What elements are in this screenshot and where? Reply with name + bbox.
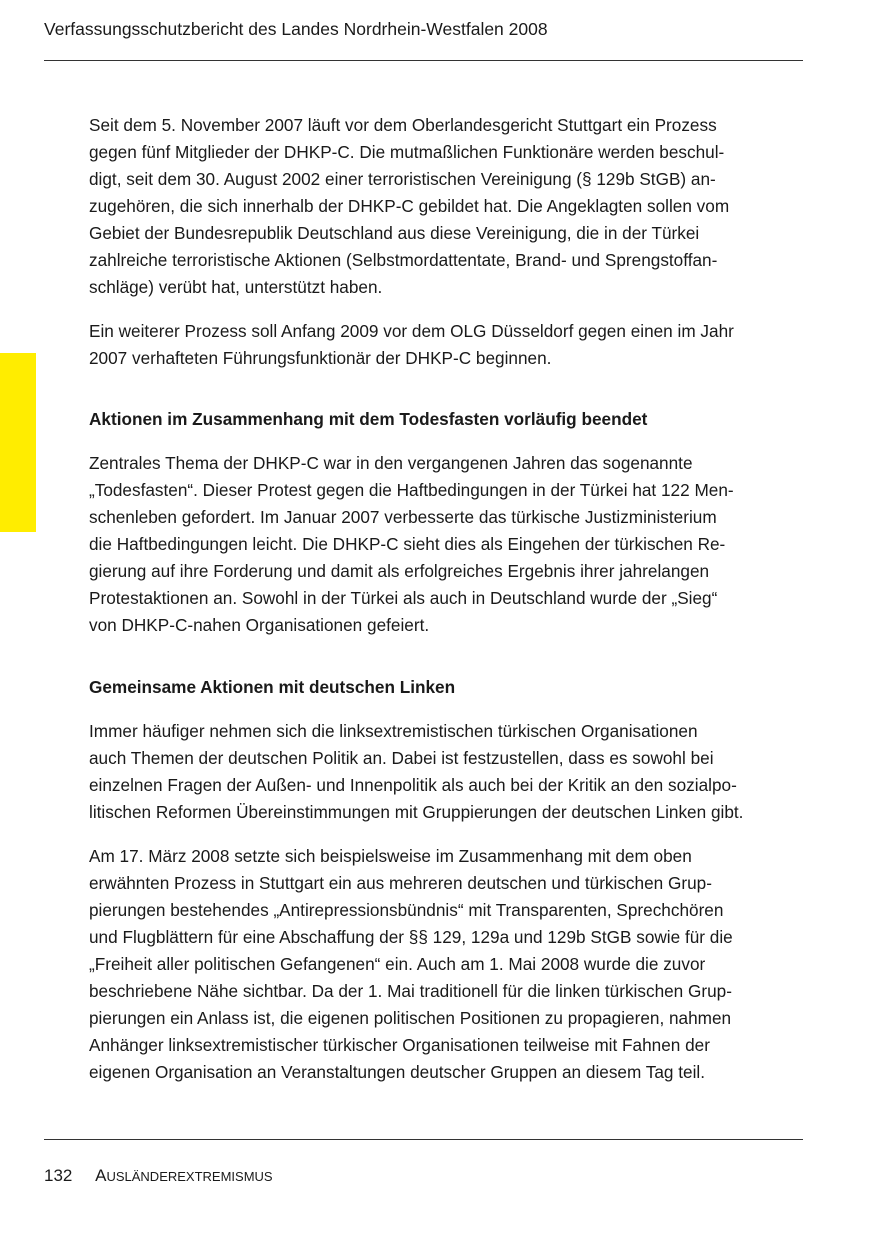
text-line: von DHKP-C-nahen Organisationen gefeiert. [89, 615, 430, 635]
text-line: Ein weiterer Prozess soll Anfang 2009 vor dem OLG Düsseldorf gegen einen im Jahr [89, 321, 734, 341]
text-line: 2007 verhafteten Führungsfunktionär der DHKP-C beginnen. [89, 348, 552, 368]
text-line: eigenen Organisation an Veranstaltungen deutscher Gruppen an diesem Tag teil. [89, 1062, 705, 1082]
text-line: und Flugblättern für eine Abschaffung der §§ 129, 129a und 129b StGB sowie für die [89, 927, 733, 947]
section-heading-gemeinsame-aktionen: Gemeinsame Aktionen mit deutschen Linken [89, 677, 456, 697]
text-line: „Todesfasten“. Dieser Protest gegen die Haftbedingungen in der Türkei hat 122 Men- [89, 480, 734, 500]
text-line: pierungen ein Anlass ist, die eigenen politischen Positionen zu propagieren, nahmen [89, 1008, 732, 1028]
text-line: Am 17. März 2008 setzte sich beispielsweise im Zusammenhang mit dem oben [89, 846, 692, 866]
section-name-rest: USLÄNDEREXTREMISMUS [106, 1169, 273, 1184]
text-line: einzelnen Fragen der Außen- und Innenpolitik als auch bei der Kritik an den sozialpo- [89, 775, 737, 795]
text-line: die Haftbedingungen leicht. Die DHKP-C sieht dies als Eingehen der türkischen Re- [89, 534, 726, 554]
main-content [89, 112, 803, 1086]
section-name [95, 1165, 272, 1188]
paragraph-4 [89, 718, 803, 826]
page-number: 132 [44, 1166, 73, 1185]
text-line: Zentrales Thema der DHKP-C war in den vergangenen Jahren das sogenannte [89, 453, 693, 473]
text-line: gegen fünf Mitglieder der DHKP-C. Die mutmaßlichen Funktionäre werden beschul- [89, 142, 725, 162]
text-line: erwähnten Prozess in Stuttgart ein aus mehreren deutschen und türkischen Grup- [89, 873, 712, 893]
text-line: litischen Reformen Übereinstimmungen mit Gruppierungen der deutschen Linken gibt. [89, 802, 744, 822]
text-line: zugehören, die sich innerhalb der DHKP-C gebildet hat. Die Angeklagten sollen vom [89, 196, 730, 216]
page-footer [44, 1165, 273, 1188]
text-line: Immer häufiger nehmen sich die linksextremistischen türkischen Organisationen [89, 721, 698, 741]
text-line: Gebiet der Bundesrepublik Deutschland aus diese Vereinigung, die in der Türkei [89, 223, 700, 243]
text-line: gierung auf ihre Forderung und damit als erfolgreiches Ergebnis ihrer jahrelangen [89, 561, 710, 581]
paragraph-3 [89, 450, 803, 639]
paragraph-1 [89, 112, 803, 301]
text-line: schläge) verübt hat, unterstützt haben. [89, 277, 383, 297]
paragraph-5 [89, 843, 803, 1086]
text-line: Protestaktionen an. Sowohl in der Türkei als auch in Deutschland wurde der „Sieg“ [89, 588, 718, 608]
text-line: schenleben gefordert. Im Januar 2007 verbesserte das türkische Justizministerium [89, 507, 717, 527]
paragraph-2 [89, 318, 803, 372]
text-line: Anhänger linksextremistischer türkischer Organisationen teilweise mit Fahnen der [89, 1035, 710, 1055]
header-divider [44, 60, 803, 61]
chapter-marker-tab [0, 353, 36, 532]
text-line: digt, seit dem 30. August 2002 einer terroristischen Vereinigung (§ 129b StGB) an- [89, 169, 716, 189]
running-header-title: Verfassungsschutzbericht des Landes Nordrhein-Westfalen 2008 [44, 19, 548, 39]
text-line: zahlreiche terroristische Aktionen (Selbstmordattentate, Brand- und Sprengstoffan- [89, 250, 718, 270]
text-line: beschriebene Nähe sichtbar. Da der 1. Mai traditionell für die linken türkischen Grup- [89, 981, 732, 1001]
footer-divider [44, 1139, 803, 1140]
section-heading-todesfasten: Aktionen im Zusammenhang mit dem Todesfasten vorläufig beendet [89, 409, 648, 429]
section-name-initial: A [95, 1166, 107, 1185]
text-line: Seit dem 5. November 2007 läuft vor dem Oberlandesgericht Stuttgart ein Prozess [89, 115, 717, 135]
text-line: „Freiheit aller politischen Gefangenen“ ein. Auch am 1. Mai 2008 wurde die zuvor [89, 954, 706, 974]
text-line: pierungen bestehendes „Antirepressionsbündnis“ mit Transparenten, Sprechchören [89, 900, 724, 920]
text-line: auch Themen der deutschen Politik an. Dabei ist festzustellen, dass es sowohl bei [89, 748, 714, 768]
